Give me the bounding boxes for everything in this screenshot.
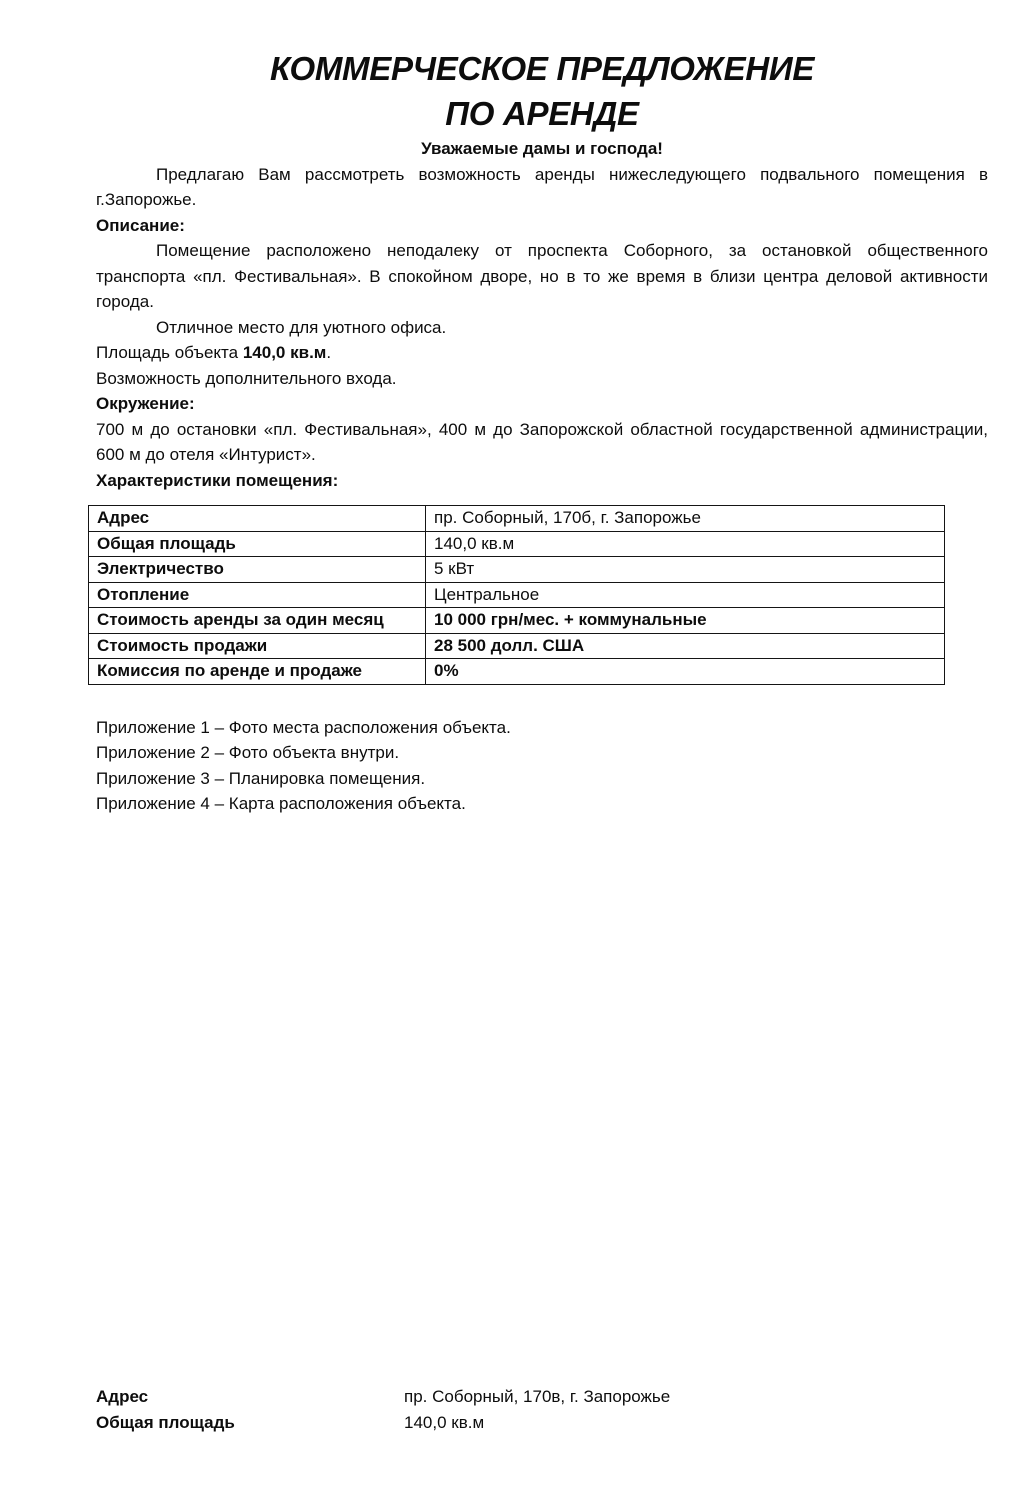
description-note: Отличное место для уютного офиса. bbox=[156, 317, 447, 337]
document-content bbox=[96, 46, 988, 817]
table-row-commission bbox=[89, 659, 945, 685]
row-label-address: Адрес bbox=[89, 506, 426, 532]
row-label-total-area: Общая площадь bbox=[89, 531, 426, 557]
document-page bbox=[0, 46, 1024, 1494]
extra-entrance-line: Возможность дополнительного входа. bbox=[96, 368, 397, 388]
characteristics-table bbox=[88, 505, 945, 685]
footer-address-value: пр. Соборный, 170в, г. Запорожье bbox=[404, 1387, 671, 1406]
surroundings-heading: Окружение: bbox=[96, 394, 195, 413]
description-heading: Описание: bbox=[96, 215, 185, 235]
row-value-sale-price: 28 500 долл. США bbox=[426, 633, 945, 659]
surroundings-paragraph: 700 м до остановки «пл. Фестивальная», 400 м до Запорожской областной государственной администрации, 600 м до отеля «Интурист». bbox=[96, 419, 988, 464]
intro-paragraph: Предлагаю Вам рассмотреть возможность аренды нижеследующего подвального помещения в г.Запорожье. bbox=[96, 164, 988, 209]
row-value-total-area: 140,0 кв.м bbox=[426, 531, 945, 557]
page-title bbox=[96, 46, 988, 136]
characteristics-heading: Характеристики помещения: bbox=[96, 470, 339, 490]
object-area-prefix: Площадь объекта bbox=[96, 343, 243, 362]
description-paragraph: Помещение расположено неподалеку от проспекта Соборного, за остановкой общественного транспорта «пл. Фестивальная». В спокойном дворе, но в то же время в близи центра деловой активности города. bbox=[96, 241, 988, 311]
footer-area-row bbox=[96, 1410, 988, 1436]
table-row-total-area bbox=[89, 531, 945, 557]
attachments-list bbox=[96, 715, 988, 817]
object-area-line bbox=[96, 340, 988, 366]
table-row-address bbox=[89, 506, 945, 532]
row-value-address: пр. Соборный, 170б, г. Запорожье bbox=[426, 506, 945, 532]
object-area-suffix: . bbox=[326, 343, 332, 362]
row-value-rent-price: 10 000 грн/мес. + коммунальные bbox=[426, 608, 945, 634]
row-value-commission: 0% bbox=[426, 659, 945, 685]
row-label-rent-price: Стоимость аренды за один месяц bbox=[89, 608, 426, 634]
row-label-heating: Отопление bbox=[89, 582, 426, 608]
table-row-sale-price bbox=[89, 633, 945, 659]
greeting-line: Уважаемые дамы и господа! bbox=[421, 139, 663, 158]
row-label-sale-price: Стоимость продажи bbox=[89, 633, 426, 659]
row-label-electricity: Электричество bbox=[89, 557, 426, 583]
footer-details bbox=[96, 1384, 988, 1436]
footer-area-value: 140,0 кв.м bbox=[404, 1413, 485, 1432]
table-row-electricity bbox=[89, 557, 945, 583]
row-value-heating: Центральное bbox=[426, 582, 945, 608]
object-area-value: 140,0 кв.м bbox=[242, 343, 327, 362]
footer-area-label: Общая площадь bbox=[96, 1413, 235, 1432]
row-label-commission: Комиссия по аренде и продаже bbox=[89, 659, 426, 685]
table-row-rent-price bbox=[89, 608, 945, 634]
page-title-line-1: КОММЕРЧЕСКОЕ ПРЕДЛОЖЕНИЕ bbox=[269, 50, 815, 87]
attachment-line-4: Приложение 4 – Карта расположения объекта. bbox=[96, 794, 466, 813]
row-value-electricity: 5 кВт bbox=[426, 557, 945, 583]
table-row-heating bbox=[89, 582, 945, 608]
page-title-line-2: ПО АРЕНДЕ bbox=[445, 95, 639, 132]
footer-address-label: Адрес bbox=[96, 1387, 149, 1406]
attachment-line-1: Приложение 1 – Фото места расположения объекта. bbox=[96, 717, 511, 737]
footer-address-row bbox=[96, 1384, 988, 1410]
attachment-line-3: Приложение 3 – Планировка помещения. bbox=[96, 768, 426, 788]
attachment-line-2: Приложение 2 – Фото объекта внутри. bbox=[96, 743, 400, 762]
